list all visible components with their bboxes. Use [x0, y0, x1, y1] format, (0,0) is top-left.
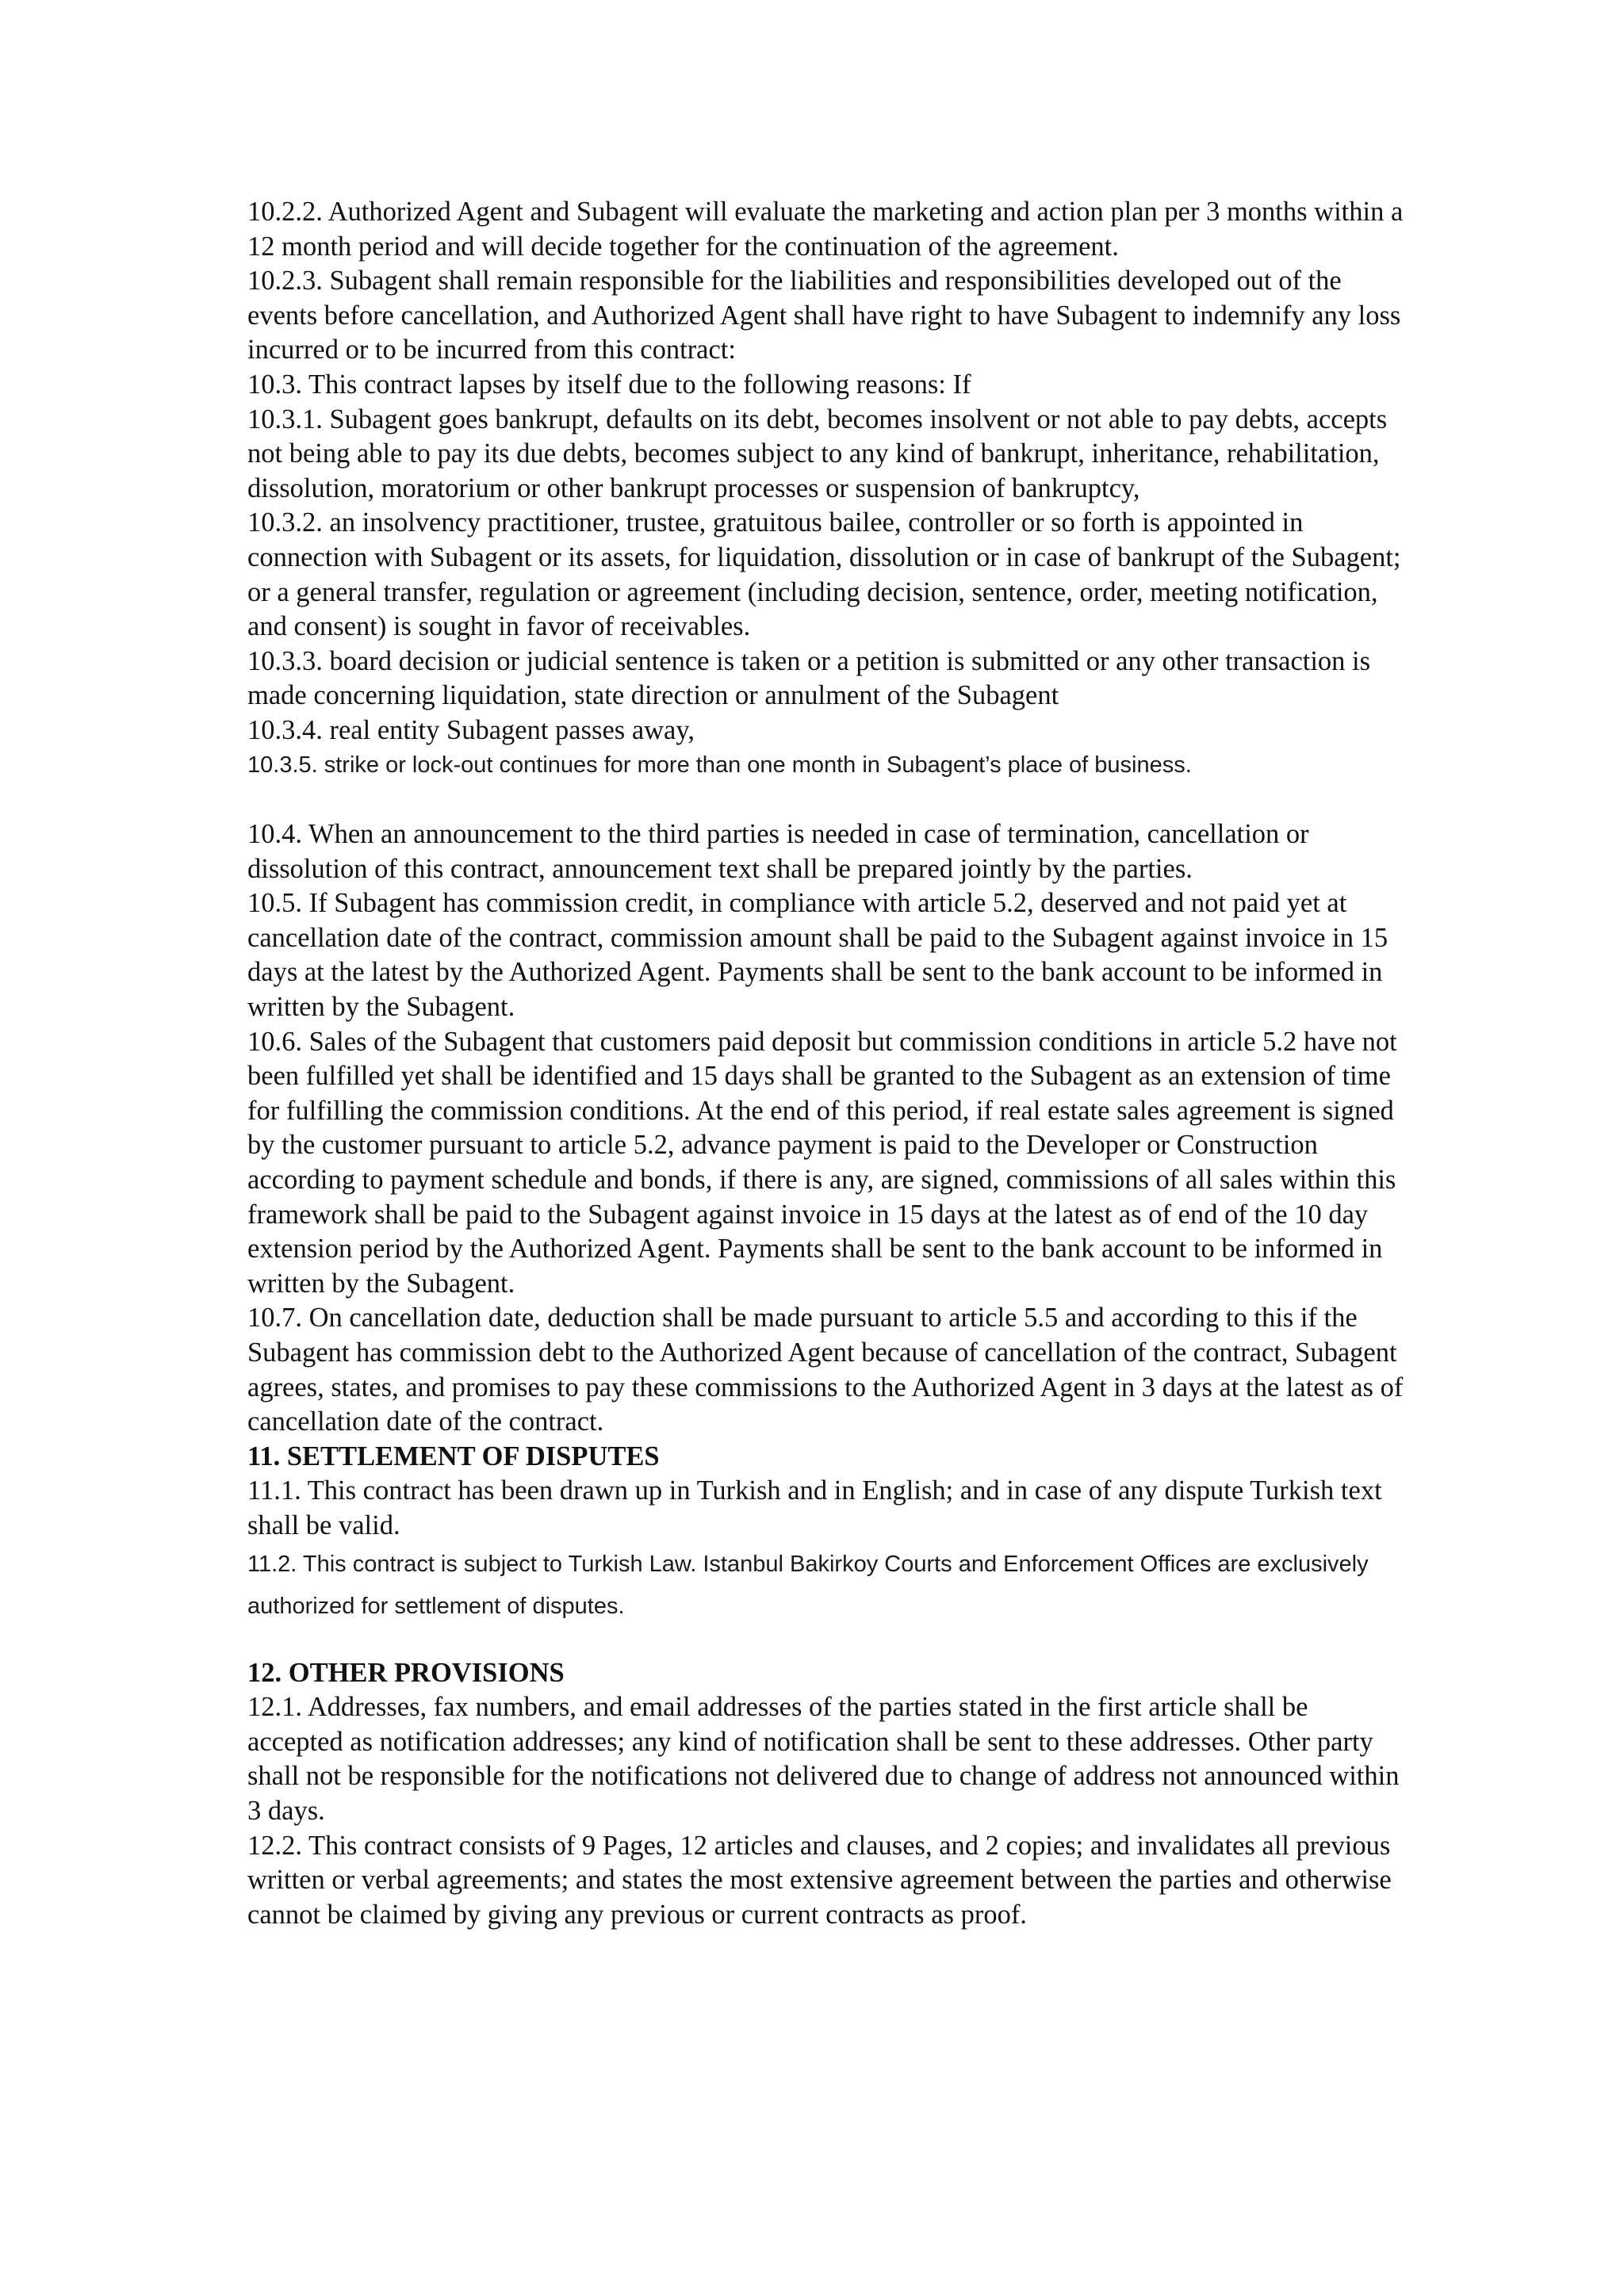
section-heading-12: 12. OTHER PROVISIONS: [247, 1657, 565, 1688]
section-heading-11: 11. SETTLEMENT OF DISPUTES: [247, 1441, 660, 1471]
clause-10-3-4: 10.3.4. real entity Subagent passes away,: [247, 714, 695, 745]
clause-10-7: 10.7. On cancellation date, deduction shall be made pursuant to article 5.5 and according to this if the Subagent has commission debt to the Authorized Agent because of cancellation of the contract, Subagent agrees, states, and promises to pay these commissions to the Authorized Agent in 3 days at the latest as of cancellation date of the contract.: [247, 1303, 1404, 1437]
clause-12-2: 12.2. This contract consists of 9 Pages, 12 articles and clauses, and 2 copies; and invalidates all previous written or verbal agreements; and states the most extensive agreement between the parties and otherwise cannot be claimed by giving any previous or current contracts as proof.: [247, 1830, 1392, 1930]
clause-10-5: 10.5. If Subagent has commission credit, in compliance with article 5.2, deserved and not paid yet at cancellation date of the contract, commission amount shall be paid to the Subagent against invoice in 15 days at the latest by the Authorized Agent. Payments shall be sent to the bank account to be informed in written by the Subagent.: [247, 888, 1388, 1023]
clause-12-1: 12.1. Addresses, fax numbers, and email addresses of the parties stated in the first article shall be accepted as notification addresses; any kind of notification shall be sent to these addresses. Other party shall not be responsible for the notifications not delivered due to change of address not announced within 3 days.: [247, 1692, 1400, 1826]
document-page: [247, 195, 1405, 1932]
spacer: [247, 783, 1405, 817]
clause-10-4: 10.4. When an announcement to the third parties is needed in case of termination, cancellation or dissolution of this contract, announcement text shall be prepared jointly by the parties.: [247, 819, 1309, 884]
clause-10-3: 10.3. This contract lapses by itself due to the following reasons: If: [247, 369, 971, 400]
clause-10-3-3: 10.3.3. board decision or judicial sentence is taken or a petition is submitted or any other transaction is made concerning liquidation, state direction or annulment of the Subagent: [247, 645, 1371, 711]
clause-11-1: 11.1. This contract has been drawn up in Turkish and in English; and in case of any dispute Turkish text shall be valid.: [247, 1475, 1382, 1540]
clause-10-3-2: 10.3.2. an insolvency practitioner, trustee, gratuitous bailee, controller or so forth is appointed in connection with Subagent or its assets, for liquidation, dissolution or in case of bankrupt of the Subagent; or a general transfer, regulation or agreement (including decision, sentence, order, meeting notification, and consent) is sought in favor of receivables.: [247, 507, 1401, 642]
clause-10-3-1: 10.3.1. Subagent goes bankrupt, defaults on its debt, becomes insolvent or not able to pay debts, accepts not being able to pay its due debts, becomes subject to any kind of bankrupt, inheritance, rehabilitation, dissolution, moratorium or other bankrupt processes or suspension of bankruptcy,: [247, 404, 1388, 503]
clause-10-3-5: 10.3.5. strike or lock-out continues for more than one month in Subagent’s place of business.: [247, 752, 1192, 778]
clause-10-2-2: 10.2.2. Authorized Agent and Subagent will evaluate the marketing and action plan per 3 months within a 12 month period and will decide together for the continuation of the agreement.: [247, 197, 1404, 262]
spacer: [247, 1628, 1405, 1656]
clause-10-6: 10.6. Sales of the Subagent that customers paid deposit but commission conditions in article 5.2 have not been fulfilled yet shall be identified and 15 days shall be granted to the Subagent as an extension of time for fulfilling the commission conditions. At the end of this period, if real estate sales agreement is signed by the customer pursuant to article 5.2, advance payment is paid to the Developer or Construction according to payment schedule and bonds, if there is any, are signed, commissions of all sales within this framework shall be paid to the Subagent against invoice in 15 days at the latest as of end of the 10 day extension period by the Authorized Agent. Payments shall be sent to the bank account to be informed in written by the Subagent.: [247, 1026, 1397, 1299]
clause-11-2: 11.2. This contract is subject to Turkish Law. Istanbul Bakirkoy Courts and Enforcement Offices are exclusively authorized for settlement of disputes.: [247, 1551, 1369, 1619]
clause-10-2-3: 10.2.3. Subagent shall remain responsible for the liabilities and responsibilities developed out of the events before cancellation, and Authorized Agent shall have right to have Subagent to indemnify any loss incurred or to be incurred from this contract:: [247, 266, 1401, 365]
